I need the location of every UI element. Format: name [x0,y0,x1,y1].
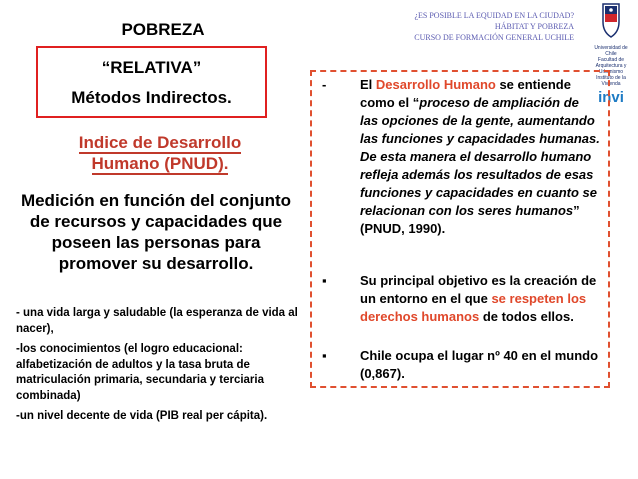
logo-university-name: Universidad de Chile [594,45,628,57]
definition-bullet [322,76,602,256]
bullet-dash: - [322,77,327,92]
university-crest-icon [588,2,634,40]
indice-heading-line1: Indice de Desarrollo [78,133,242,152]
course-header [372,10,574,43]
indice-heading-line2: Humano (PNUD). [91,154,229,173]
dimensions-list [16,306,302,430]
course-header-line2: HÁBITAT Y POBREZA [494,22,574,31]
indice-heading [40,132,280,174]
logo-faculty-name: Facultad de Arquitectura y Urbanismo [595,57,627,75]
medicion-paragraph: Medición en función del conjunto de recursos y capacidades que poseen las personas para promover su desarrollo. [20,191,292,273]
bullet-square-icon: ▪ [322,348,327,363]
objective-text: Su principal objetivo es la creación de un entorno en el que se respeten los derechos humanos de todos ellos. [360,273,597,324]
definition-quote: proceso de ampliación de las opciones de la gente, aumentando las funciones y capacidades humanas. De esta manera el desarrollo humano refleja además los resultados de esas funciones y capacidades en cuanto se relacionan con los seres humanos [360,95,600,218]
course-header-line1: ¿ES POSIBLE LA EQUIDAD EN LA CIUDAD? [414,11,574,20]
highlight-derechos-humanos: se respeten los derechos humanos [360,291,587,324]
title-box-line1: “RELATIVA” [101,58,202,77]
bullet-square-icon: ▪ [322,273,327,288]
title-box-line2: Métodos Indirectos. [71,88,232,107]
definition-box [310,70,610,388]
list-item: -un nivel decente de vida (PIB real per cápita). [16,410,268,422]
logo-institute-name: Instituto de la Vivienda [596,75,626,87]
list-item: -los conocimientos (el logro educacional: alfabetización de adultos y la tasa bruta de matriculación primaria, secundaria y terciaria combinada) [16,343,265,402]
objective-bullet [322,272,602,346]
definition-text: El Desarrollo Humano se entiende como el “proceso de ampliación de las opciones de la gente, aumentando las funciones y capacidades humanas. De esta manera el desarrollo humano refleja además los resultados de esas funciones y capacidades en cuanto se relacionan con los seres humanos” (PNUD, 1990). [360,77,600,236]
slide-title: POBREZA [121,20,205,39]
ranking-bullet [322,347,602,387]
ranking-text: Chile ocupa el lugar nº 40 en el mundo (0,867). [360,348,599,381]
course-header-line3: CURSO DE FORMACIÓN GENERAL UCHILE [414,33,574,42]
list-item: - una vida larga y saludable (la esperanza de vida al nacer), [16,307,298,335]
highlight-desarrollo-humano: Desarrollo Humano [375,77,496,92]
logo-invi-text: invi [598,89,624,106]
